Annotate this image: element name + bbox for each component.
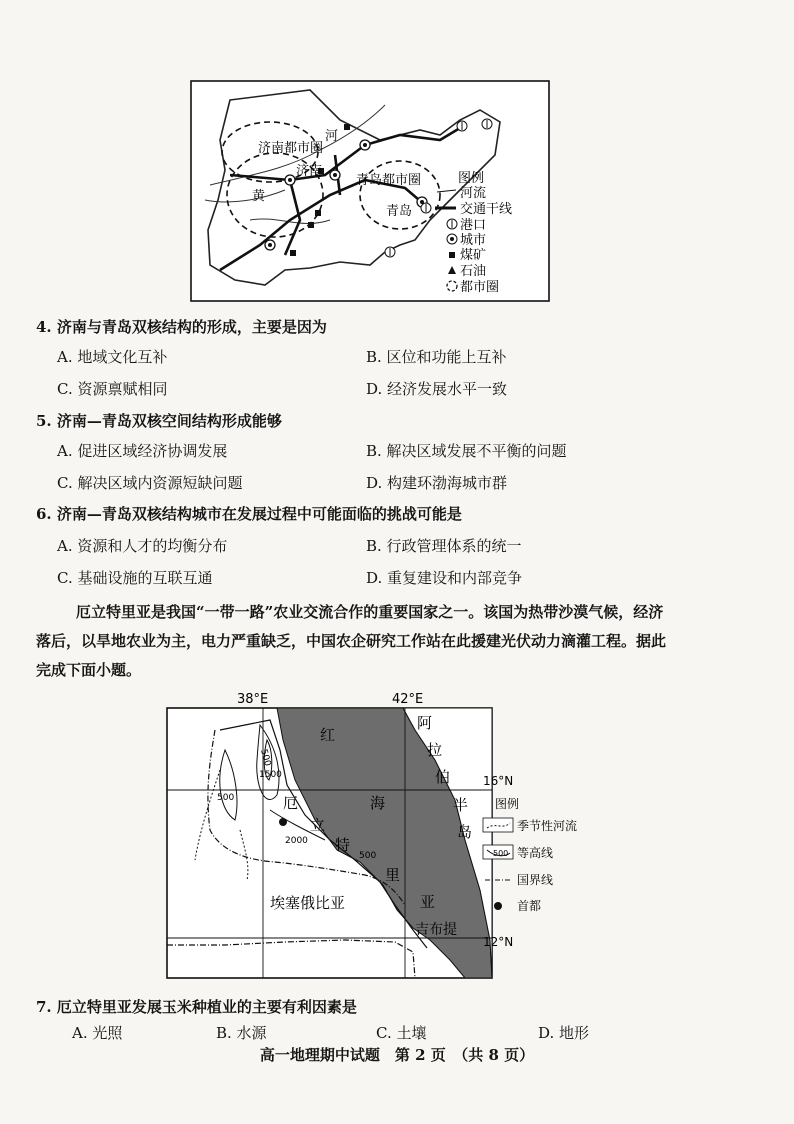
shandong-map bbox=[190, 80, 550, 302]
svg-text:国界线: 国界线 bbox=[517, 873, 554, 887]
contour-label: 1500 bbox=[259, 770, 282, 780]
q4-option-d[interactable]: D. 经济发展水平一致 bbox=[366, 380, 508, 398]
map2-legend bbox=[483, 796, 577, 913]
label-eritrea-2: 立 bbox=[310, 816, 326, 834]
lat-label-16n: 16°N bbox=[483, 774, 514, 788]
label-qingdao-metro: 青岛都市圈 bbox=[356, 173, 422, 188]
label-eritrea-5: 亚 bbox=[420, 893, 436, 911]
lon-label-42e: 42°E bbox=[392, 692, 424, 707]
q4-option-a[interactable]: A. 地域文化互补 bbox=[57, 348, 168, 366]
passage-line-1: 厄立特里亚是我国“一带一路”农业交流合作的重要国家之一。该国为热带沙漠气候，经济 bbox=[76, 603, 664, 621]
svg-text:季节性河流: 季节性河流 bbox=[517, 819, 578, 833]
contour-label: 500 bbox=[258, 748, 273, 768]
lon-label-38e: 38°E bbox=[237, 692, 269, 707]
svg-text:煤矿: 煤矿 bbox=[460, 248, 487, 263]
svg-text:500: 500 bbox=[493, 849, 509, 858]
q5-option-d[interactable]: D. 构建环渤海城市群 bbox=[366, 474, 508, 492]
contour-label: 2000 bbox=[285, 836, 308, 846]
q6-option-c[interactable]: C. 基础设施的互联互通 bbox=[57, 569, 213, 587]
q6-option-b[interactable]: B. 行政管理体系的统一 bbox=[366, 537, 522, 555]
q6-option-a[interactable]: A. 资源和人才的均衡分布 bbox=[57, 537, 228, 555]
q7-option-d[interactable]: D. 地形 bbox=[538, 1024, 590, 1042]
q5-option-b[interactable]: B. 解决区域发展不平衡的问题 bbox=[366, 442, 567, 460]
svg-text:石油: 石油 bbox=[460, 264, 487, 279]
label-arabia-3: 伯 bbox=[435, 768, 451, 786]
label-huang: 黄 bbox=[252, 189, 266, 204]
eritrea-map bbox=[165, 690, 578, 990]
eritrea-passage bbox=[36, 598, 756, 685]
page-footer: 高一地理期中试题 第 2 页 （共 8 页） bbox=[259, 1046, 535, 1064]
label-red-sea-2: 海 bbox=[370, 794, 386, 812]
contour-label: 500 bbox=[359, 851, 377, 861]
label-eritrea-1: 厄 bbox=[283, 794, 299, 812]
svg-text:首都: 首都 bbox=[517, 899, 542, 913]
q4-option-b[interactable]: B. 区位和功能上互补 bbox=[366, 348, 507, 366]
svg-text:交通干线: 交通干线 bbox=[460, 202, 513, 217]
svg-text:港口: 港口 bbox=[460, 218, 487, 233]
contour-label: 500 bbox=[217, 793, 235, 803]
q7-option-c[interactable]: C. 土壤 bbox=[376, 1024, 427, 1042]
svg-text:图例: 图例 bbox=[458, 171, 485, 186]
passage-line-3: 完成下面小题。 bbox=[36, 661, 142, 679]
passage-line-2: 落后，以旱地农业为主，电力严重缺乏，中国农企研究工作站在此援建光伏动力滴灌工程。据此 bbox=[36, 632, 667, 650]
svg-text:图例: 图例 bbox=[495, 797, 520, 811]
q7-option-b[interactable]: B. 水源 bbox=[216, 1024, 267, 1042]
label-ethiopia: 埃塞俄比亚 bbox=[270, 894, 346, 912]
map1-frame bbox=[191, 81, 549, 301]
label-arabia-1: 阿 bbox=[417, 714, 433, 732]
label-he: 河 bbox=[325, 129, 339, 144]
label-jinan: 济南 bbox=[296, 164, 323, 179]
q4-option-c[interactable]: C. 资源禀赋相同 bbox=[57, 380, 168, 398]
question-5-stem: 5. 济南—青岛双核空间结构形成能够 bbox=[36, 412, 282, 430]
q5-option-a[interactable]: A. 促进区域经济协调发展 bbox=[57, 442, 228, 460]
label-red-sea-1: 红 bbox=[320, 726, 336, 744]
label-djibouti: 吉布提 bbox=[415, 922, 457, 938]
label-jinan-metro: 济南都市圈 bbox=[258, 141, 324, 156]
label-eritrea-3: 特 bbox=[335, 836, 351, 854]
label-arabia-2: 拉 bbox=[427, 741, 443, 759]
q6-option-d[interactable]: D. 重复建设和内部竞争 bbox=[366, 569, 523, 587]
svg-text:城市: 城市 bbox=[460, 233, 487, 248]
lat-label-12n: 12°N bbox=[483, 935, 514, 949]
capital-marker bbox=[279, 818, 287, 826]
q7-option-a[interactable]: A. 光照 bbox=[72, 1024, 123, 1042]
label-arabia-4: 半 bbox=[453, 796, 469, 814]
q5-option-c[interactable]: C. 解决区域内资源短缺问题 bbox=[57, 474, 243, 492]
label-eritrea-4: 里 bbox=[385, 866, 401, 884]
label-qingdao: 青岛 bbox=[386, 204, 413, 219]
question-6-stem: 6. 济南—青岛双核结构城市在发展过程中可能面临的挑战可能是 bbox=[36, 505, 462, 523]
svg-text:都市圈: 都市圈 bbox=[460, 280, 500, 295]
question-7-stem: 7. 厄立特里亚发展玉米种植业的主要有利因素是 bbox=[36, 998, 357, 1016]
svg-text:河流: 河流 bbox=[460, 186, 487, 201]
question-4-stem: 4. 济南与青岛双核结构的形成，主要是因为 bbox=[36, 318, 327, 336]
svg-text:等高线: 等高线 bbox=[517, 846, 554, 860]
label-arabia-5: 岛 bbox=[457, 823, 473, 841]
